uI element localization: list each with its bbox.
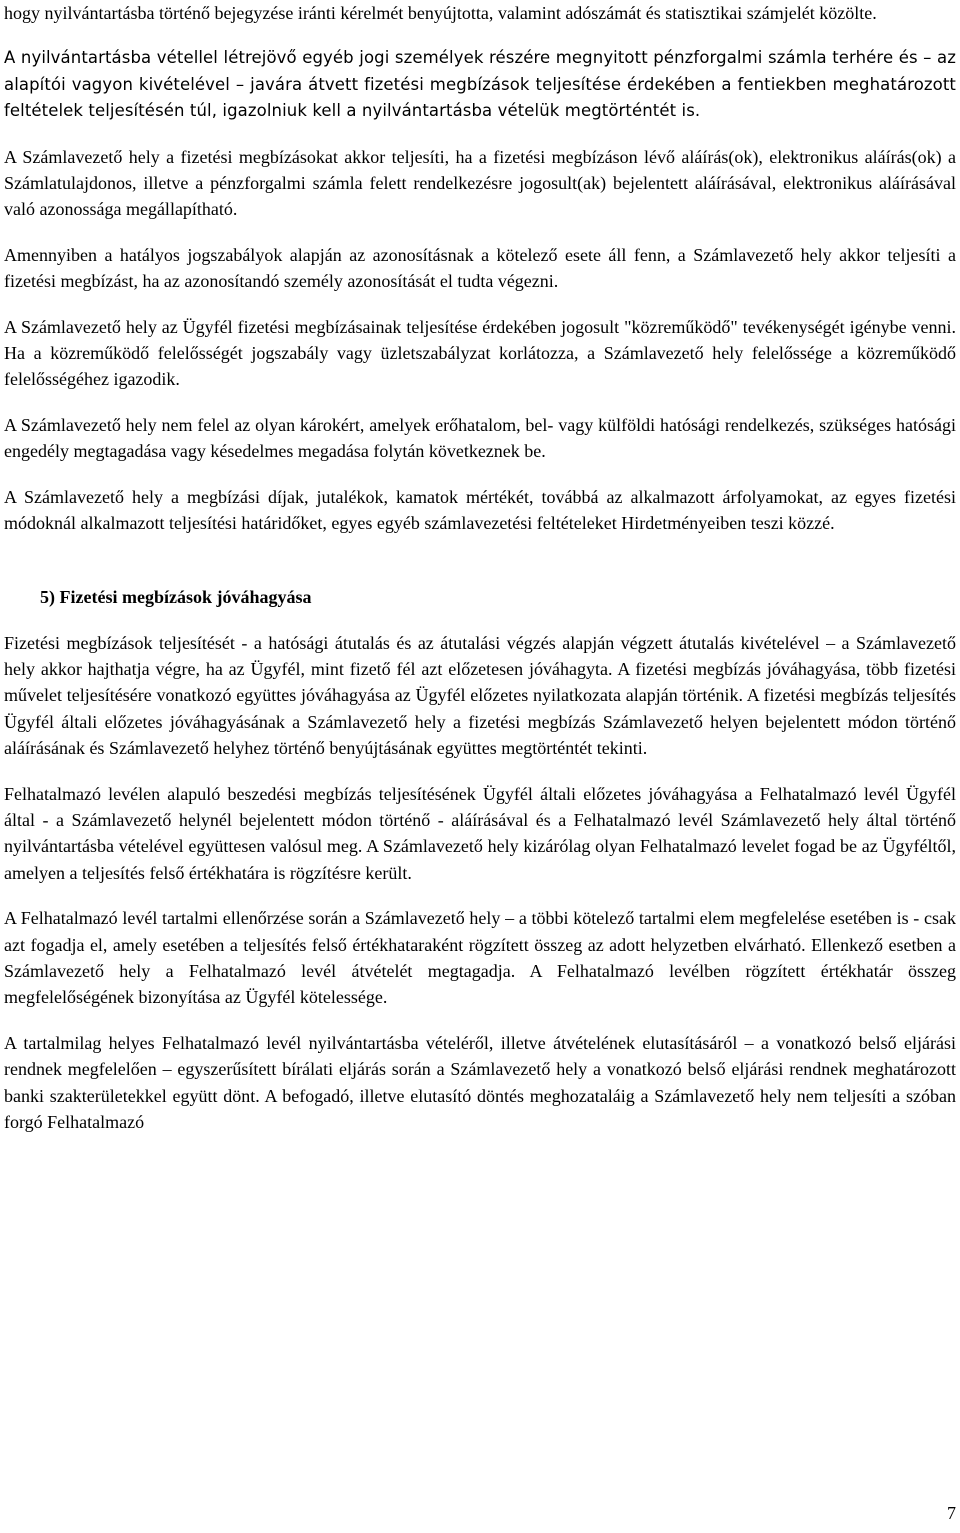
paragraph-identification: Amennyiben a hatályos jogszabályok alapján az azonosításnak a kötelező esete áll fenn, a Számlavezető hely akkor teljesíti a fizetési megbízást, ha az azonosítandó személy azonosítását el tudta végezni.: [4, 244, 956, 292]
page-number: 7: [947, 1503, 956, 1523]
paragraph-registration-decision: A tartalmilag helyes Felhatalmazó levél nyilvántartásba vételéről, illetve átvételének elutasításáról – a vonatkozó belső eljárási rendnek megfelelően – egyszerűsített bírálati eljárás során a Számlavezető hely a vonatkozó belső eljárási rendnek meghatározott banki szakterületekkel együtt dönt. A befogadó, illetve elutasító döntés meghozataláig a Számlavezető hely nem teljesíti a szóban forgó Felhatalmazó: [4, 1032, 956, 1132]
paragraph-fees-announcements: A Számlavezető hely a megbízási díjak, jutalékok, kamatok mértékét, továbbá az alkalmazott árfolyamokat, az egyes fizetési módoknál alkalmazott teljesítési határidőket, egyes egyéb számlavezetési feltételeket Hirdetményeiben teszi közzé.: [4, 486, 956, 534]
paragraph-other-legal-entities: A nyilvántartásba vétellel létrejövő egyéb jogi személyek részére megnyitott pénzforgalmi számla terhére és – az alapítói vagyon kivételével – javára átvett fizetési megbízások teljesítése érdekében a fentiekben meghatározott feltételek teljesítésén túl, igazolniuk kell a nyilvántartásba vételük megtörténtét is.: [4, 48, 956, 121]
paragraph-authorization-letter: Felhatalmazó levélen alapuló beszedési megbízás teljesítésének Ügyfél általi előzetes jóváhagyása a Felhatalmazó levél Ügyfél által - a Számlavezető helynél bejelentett módon történő - aláírásával és a Felhatalmazó levél Számlavezető hely által történő nyilvántartásba vételével együttesen valósul meg. A Számlavezető hely kizárólag olyan Felhatalmazó levelet fogad be az Ügyféltől, amelyen a teljesítés felső értékhatára is rögzítésre került.: [4, 783, 956, 883]
document-page: [4, 0, 956, 1154]
paragraph-authorization-check: A Felhatalmazó levél tartalmi ellenőrzése során a Számlavezető hely – a többi kötelező tartalmi elem megfelelése esetében is - csak azt fogadja el, amely esetében a teljesítés felső értékhataraként rögzített összeg az adott helyzetben elvárható. Ellenkező esetben a Számlavezető hely a Felhatalmazó levél átvételét megtagadja. A Felhatalmazó levélben rögzített értékhatár összeg megfelelőségének bizonyítása az Ügyfél kötelessége.: [4, 908, 956, 1008]
paragraph-signature-verification: A Számlavezető hely a fizetési megbízásokat akkor teljesíti, ha a fizetési megbízáson lévő aláírás(ok), elektronikus aláírás(ok) a Számlatulajdonos, illetve a pénzforgalmi számla felett rendelkezésre jogosult(ak) bejelentett aláírásával, elektronikus aláírásával való azonossága megállapítható.: [4, 146, 956, 220]
paragraph-registration-request: hogy nyilvántartásba történő bejegyzése iránti kérelmét benyújtotta, valamint adószámát és statisztikai számjelét közölte.: [4, 3, 877, 23]
paragraph-approval-rules: Fizetési megbízások teljesítését - a hatósági átutalás és az átutalási végzés alapján végzett átutalás kivételével – a Számlavezető hely akkor hajthatja végre, ha az Ügyfél, mint fizető fél azt előzetesen jóváhagyta. A fizetési megbízás jóváhagyása, több fizetési művelet teljesítésére vonatkozó együttes jóváhagyása az Ügyfél előzetes nyilatkozata alapján történik. A fizetési megbízás teljesítés Ügyfél általi előzetes jóváhagyásának a Számlavezető hely a fizetési megbízás Számlavezető helyen bejelentett módon történő aláírásának és Számlavezető helyhez történő benyújtásának együttes megtörténtét tekinti.: [4, 632, 956, 759]
paragraph-intermediary: A Számlavezető hely az Ügyfél fizetési megbízásainak teljesítése érdekében jogosult "közreműködő" tevékenységét igénybe venni. Ha a közreműködő felelősségét jogszabály vagy üzletszabályzat korlátozza, a Számlavezető hely felelőssége a közreműködő felelősségéhez igazodik.: [4, 316, 956, 390]
section-heading: 5) Fizetési megbízások jóváhagyása: [40, 586, 312, 607]
paragraph-force-majeure: A Számlavezető hely nem felel az olyan károkért, amelyek erőhatalom, bel- vagy külföldi hatósági rendelkezés, szükséges hatósági engedély megtagadása vagy késedelmes megadása folytán következnek be.: [4, 414, 956, 462]
